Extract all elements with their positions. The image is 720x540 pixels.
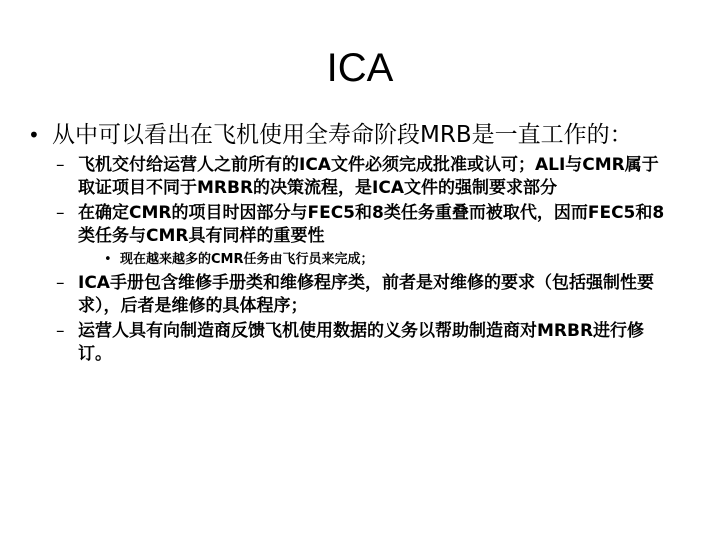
bullet-text: 现在越来越多的CMR任务由飞行员来完成； xyxy=(120,252,374,267)
bullet-dash-icon: – xyxy=(56,203,65,223)
bullet-text: ICA手册包含维修手册类和维修程序类，前者是对维修的要求（包括强制性要求），后者是维修的具体程序； xyxy=(78,273,654,316)
bullet-text: 从中可以看出在飞机使用全寿命阶段MRB是一直工作的： xyxy=(52,122,633,148)
bullet-level2 xyxy=(28,202,668,248)
bullet-level3 xyxy=(28,250,688,269)
bullet-dot-icon: • xyxy=(104,252,112,267)
bullet-dash-icon: – xyxy=(56,321,65,341)
bullet-level2 xyxy=(28,320,668,366)
bullet-text: 在确定CMR的项目时因部分与FEC5和8类任务重叠而被取代，因而FEC5和8类任务与CMR具有同样的重要性 xyxy=(78,203,665,246)
bullet-text: 飞机交付给运营人之前所有的ICA文件必须完成批准或认可；ALI与CMR属于取证项目不同于MRBR的决策流程，是ICA文件的强制要求部分 xyxy=(78,155,659,198)
bullet-level2 xyxy=(28,272,668,318)
slide-body xyxy=(28,120,688,368)
bullet-text: 运营人具有向制造商反馈飞机使用数据的义务以帮助制造商对MRBR进行修订。 xyxy=(78,321,645,364)
bullet-level2 xyxy=(28,154,668,200)
bullet-level1 xyxy=(28,120,688,150)
bullet-dash-icon: – xyxy=(56,273,65,293)
slide-title: ICA xyxy=(326,46,394,90)
bullet-dot-icon: • xyxy=(28,123,40,147)
bullet-dash-icon: – xyxy=(56,155,65,175)
